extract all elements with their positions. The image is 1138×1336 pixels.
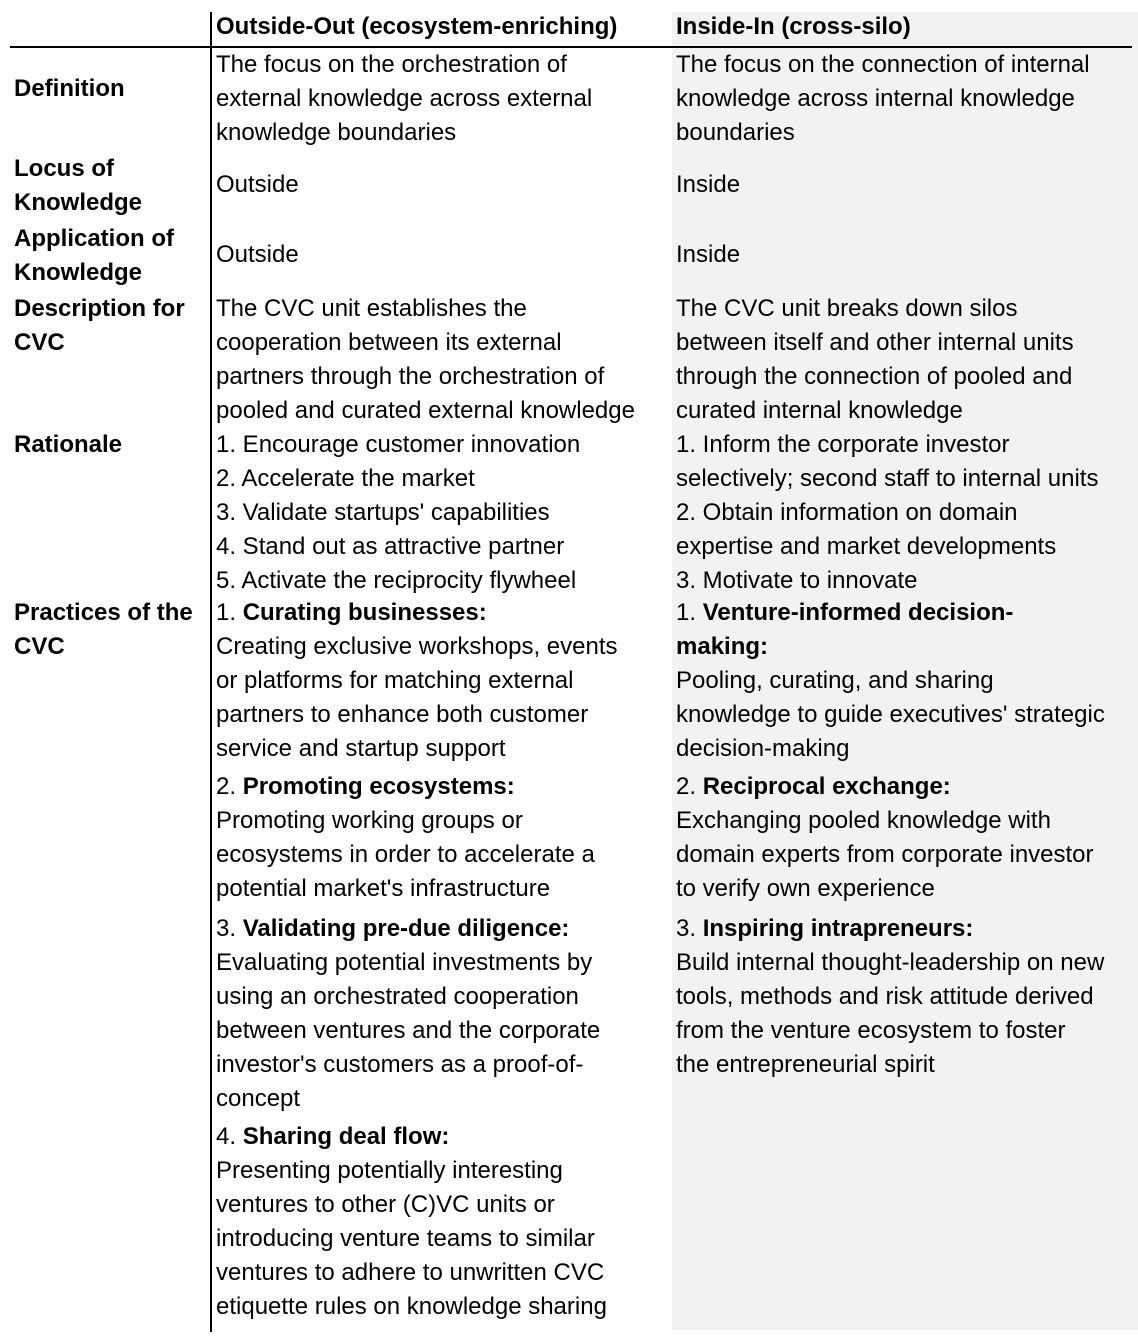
description-inside-in: The CVC unit breaks down silos between itself and other internal units through the connection of pooled and curated internal knowledge [676,295,1074,424]
row-label-practices: Practices of the CVC [14,599,193,660]
list-item: 3. Motivate to innovate [676,567,918,594]
list-item: 1. Encourage customer innovation [216,431,581,458]
definition-inside-in: The focus on the connection of internal knowledge across internal knowledge boundaries [676,51,1090,146]
row-label-definition: Definition [14,75,125,102]
list-item: expertise and market developments [676,533,1057,560]
list-item: 4. Stand out as attractive partner [216,533,565,560]
practice-title: Sharing deal flow: [242,1123,450,1150]
list-item: 3. Validate startups' capabilities [216,499,550,526]
rationale-inside-in [676,428,1098,598]
definition-outside-out: The focus on the orchestration of external knowledge across external knowledge boundaries [216,51,593,146]
application-outside-out: Outside [216,241,299,268]
row-label-description: Description for CVC [14,295,185,356]
practice-venture-informed-decision-making: 1. Venture-informed decision- making: Pooling, curating, and sharing knowledge to guide executives' strategic decision-making [676,599,1105,762]
column-divider [210,12,212,1332]
practice-title-continued: making: [676,633,769,660]
practice-validating-pre-due-diligence: 3. Validating pre-due diligence: Evaluating potential investments by using an orchestrated cooperation between ventures and the corporate investor's customers as a proof-of- concept [216,915,601,1112]
practice-title: Reciprocal exchange: [702,773,951,800]
practice-title: Inspiring intrapreneurs: [702,915,974,942]
row-label-locus: Locus of Knowledge [14,155,143,216]
practice-title: Validating pre-due diligence: [242,915,570,942]
practice-inspiring-intrapreneurs: 3. Inspiring intrapreneurs: Build internal thought-leadership on new tools, methods and risk attitude derived from the venture ecosystem to foster the entrepreneurial spirit [676,915,1105,1078]
practice-reciprocal-exchange: 2. Reciprocal exchange: Exchanging pooled knowledge with domain experts from corporate investor to verify own experience [676,773,1094,902]
practice-title: Curating businesses: [242,599,487,626]
practice-curating-businesses: 1. Curating businesses: Creating exclusive workshops, events or platforms for matching external partners to enhance both customer service and startup support [216,599,618,762]
practice-title: Promoting ecosystems: [242,773,515,800]
row-label-rationale: Rationale [14,431,123,458]
rationale-outside-out [216,428,580,598]
list-item: 2. Obtain information on domain [676,499,1018,526]
description-outside-out: The CVC unit establishes the cooperation between its external partners through the orchestration of pooled and curated external knowledge [216,295,635,424]
practice-title: Venture-informed decision- [702,599,1014,626]
list-item: 1. Inform the corporate investor [676,431,1010,458]
row-label-application: Application of Knowledge [14,225,174,286]
locus-outside-out: Outside [216,171,299,198]
list-item: selectively; second staff to internal units [676,465,1099,492]
list-item: 2. Accelerate the market [216,465,475,492]
locus-inside-in: Inside [676,171,741,198]
list-item: 5. Activate the reciprocity flywheel [216,567,577,594]
header-outside-out: Outside-Out (ecosystem-enriching) [216,13,618,40]
practice-promoting-ecosystems: 2. Promoting ecosystems: Promoting working groups or ecosystems in order to accelerate a potential market's infrastructure [216,773,595,902]
application-inside-in: Inside [676,241,741,268]
header-inside-in: Inside-In (cross-silo) [676,13,911,40]
practice-sharing-deal-flow: 4. Sharing deal flow: Presenting potentially interesting ventures to other (C)VC units or introducing venture teams to similar ventures to adhere to unwritten CVC etiquette rules on knowledge sharing [216,1123,607,1320]
